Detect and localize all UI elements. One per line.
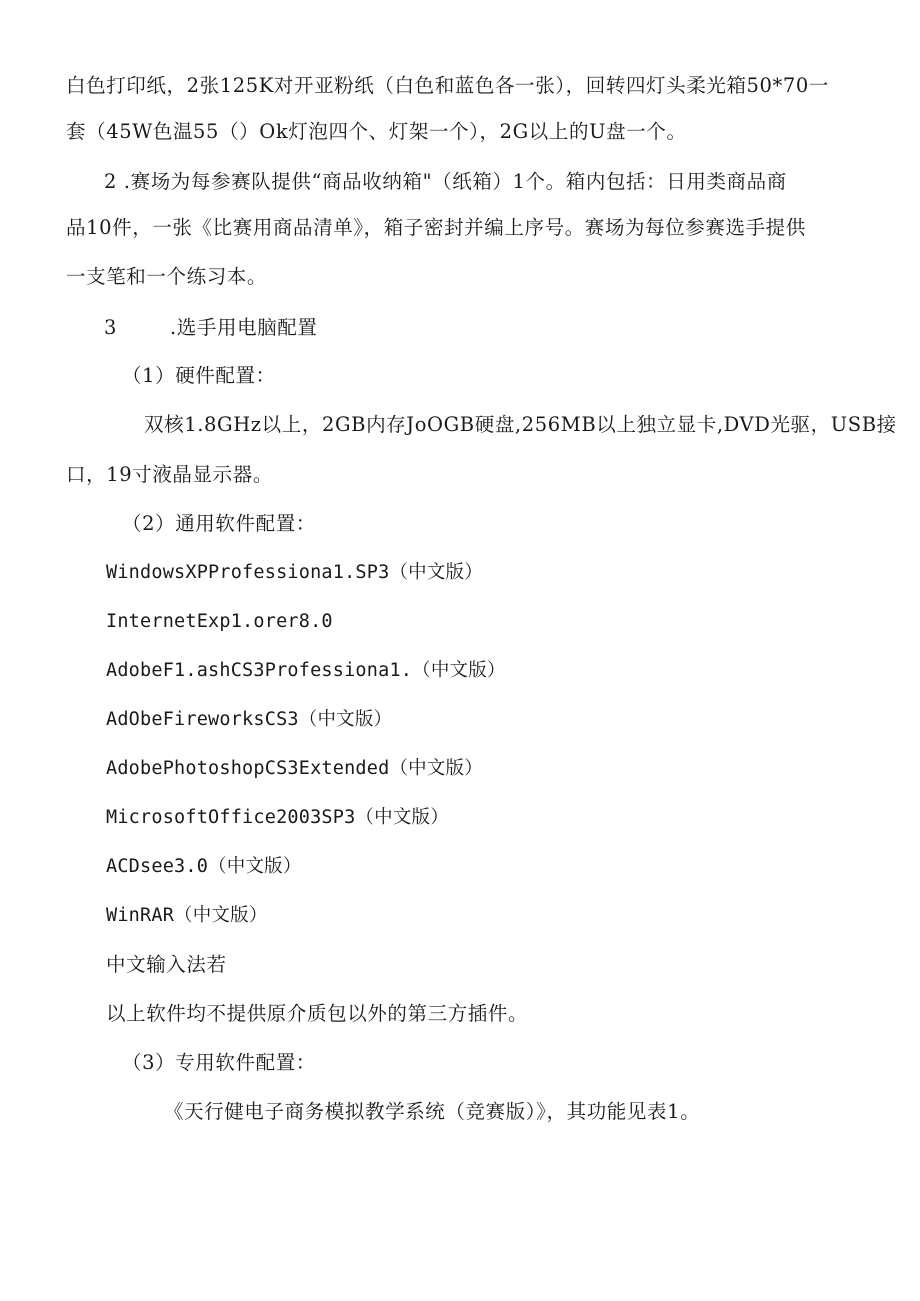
hardware-line-1: 双核1.8GHz以上，2GB内存JoOGB硬盘,256MB以上独立显卡,DVD光驱，USB接 bbox=[144, 413, 897, 436]
hardware-line-2: 口，19寸液晶显示器。 bbox=[66, 463, 273, 486]
software-item: InternetExp1.orer8.0 bbox=[106, 611, 333, 632]
software-general-heading: （2）通用软件配置： bbox=[122, 512, 316, 535]
software-item: ACDsee3.0（中文版） bbox=[106, 856, 302, 877]
materials-line-1: 白色打印纸，2张125K对开亚粉纸（白色和蓝色各一张），回转四灯头柔光箱50*70一 bbox=[66, 74, 830, 97]
hardware-heading: （1）硬件配置： bbox=[122, 364, 276, 387]
box-line-1: 2 .赛场为每参赛队提供“商品收纳箱"（纸箱）1个。箱内包括：日用类商品商 bbox=[104, 170, 787, 193]
software-item: AdObeFireworksCS3（中文版） bbox=[106, 709, 393, 730]
software-item: AdobePhotoshopCS3Extended（中文版） bbox=[106, 758, 483, 779]
box-line-3: 一支笔和一个练习本。 bbox=[66, 265, 268, 288]
software-note: 以上软件均不提供原介质包以外的第三方插件。 bbox=[106, 1002, 529, 1025]
software-special-heading: （3）专用软件配置： bbox=[122, 1051, 316, 1074]
software-item: WindowsXPProfessiona1.SP3（中文版） bbox=[106, 562, 483, 583]
software-item: WinRAR（中文版） bbox=[106, 905, 268, 926]
section-3-number: 3 bbox=[104, 316, 118, 339]
materials-line-2: 套（45W色温55（）Ok灯泡四个、灯架一个），2G以上的U盘一个。 bbox=[66, 120, 687, 143]
software-item: 中文输入法若 bbox=[106, 953, 227, 976]
software-item: AdobeF1.ashCS3Professiona1.（中文版） bbox=[106, 660, 506, 681]
software-item: MicrosoftOffice2003SP3（中文版） bbox=[106, 807, 449, 828]
software-special-line-1: 《天行健电子商务模拟教学系统（竞赛版）》，其功能见表1。 bbox=[164, 1100, 701, 1123]
box-line-2: 品10件，一张《比赛用商品清单》，箱子密封并编上序号。赛场为每位参赛选手提供 bbox=[66, 216, 806, 239]
section-3-title: .选手用电脑配置 bbox=[170, 316, 318, 339]
